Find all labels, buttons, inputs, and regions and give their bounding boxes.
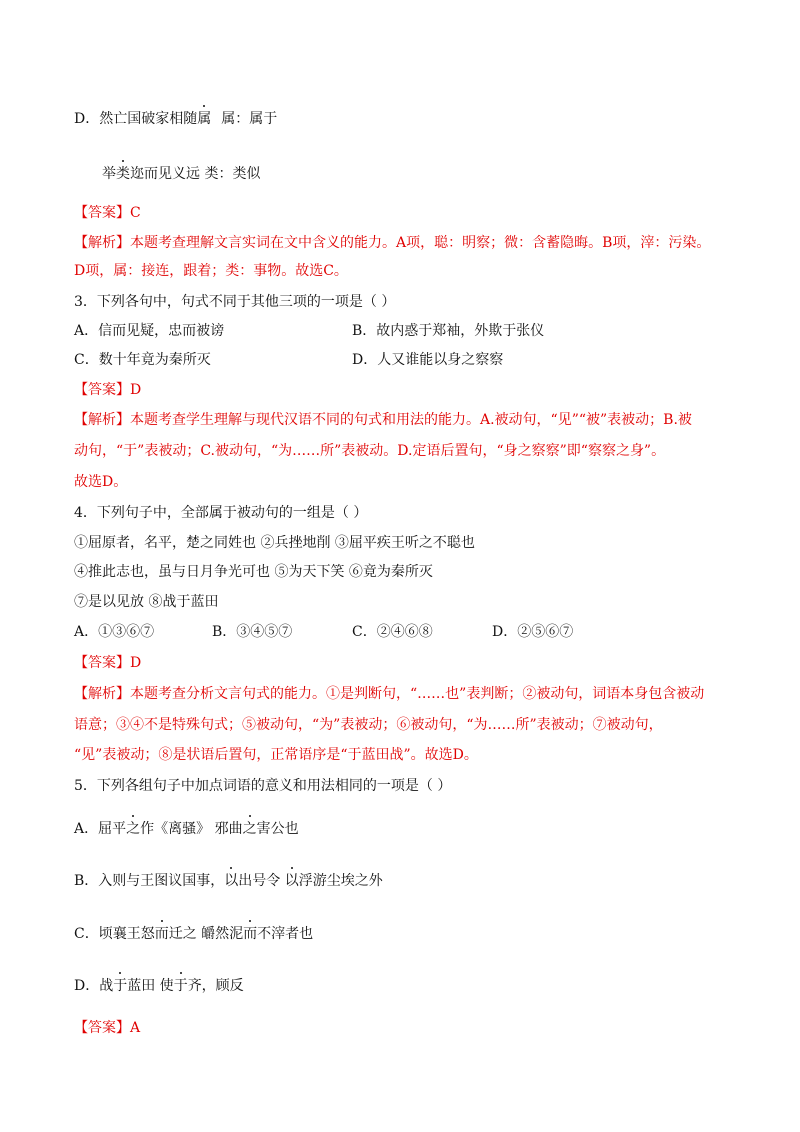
q3-option-d: D．人又谁能以身之察察: [352, 352, 504, 368]
q4-analysis-line1: 【解析】本题考查分析文言句式的能力。①是判断句，“……也”表判断；②被动句，词语本身包含被动: [74, 686, 705, 702]
q2-option-d2-prefix: 举: [102, 166, 116, 182]
q3-analysis-line1: 【解析】本题考查学生理解与现代汉语不同的句式和用法的能力。A.被动句，“见”“被”表被动；B.被: [74, 412, 692, 428]
q3-analysis-line2: 动句，“于”表被动；C.被动句，“为……所”表被动。D.定语后置句，“身之察察”即“察察之身”。: [74, 443, 666, 459]
q5-c-part3: 不滓者也: [257, 926, 314, 942]
q4-items-line1: ①屈原者，名平，楚之同姓也 ②兵挫地削 ③屈平疾王听之不聪也: [74, 535, 475, 551]
q5-a-dotted1: 之: [126, 821, 141, 837]
q4-option-d: D．②⑤⑥⑦: [492, 624, 574, 640]
q5-option-d: [74, 977, 244, 995]
q2-option-d-second: [102, 165, 260, 183]
q2-option-d2-dotted-word: 类: [116, 166, 130, 182]
q4-option-b: B．③④⑤⑦: [212, 624, 293, 640]
q3-option-b: B．故内惑于郑袖，外欺于张仪: [352, 323, 545, 339]
q5-b-dotted2: 以: [284, 873, 299, 889]
q5-a-part1: A．屈平: [74, 821, 127, 837]
q4-items-line2: ④推此志也，虽与日月争光可也 ⑤为天下笑 ⑥竟为秦所灭: [74, 564, 433, 580]
q3-analysis-line3: 故选D。: [74, 474, 128, 490]
q5-option-c: [74, 925, 313, 943]
q4-items-line3: ⑦是以见放 ⑧战于蓝田: [74, 594, 219, 610]
q2-analysis-line1: 【解析】本题考查理解文言实词在文中含义的能力。A项，聪：明察；微：含蓄隐晦。B项，滓：污染。: [74, 235, 711, 251]
q5-answer: 【答案】A: [74, 1020, 141, 1036]
q5-d-part1: D．战: [74, 978, 114, 994]
q4-stem: 4．下列句子中，全部属于被动句的一组是（ ）: [74, 505, 368, 521]
q3-stem: 3．下列各句中，句式不同于其他三项的一项是（ ）: [74, 294, 396, 310]
q2-answer: 【答案】C: [74, 205, 141, 221]
q5-option-a: [74, 820, 299, 838]
q2-option-d-prefix: D．然亡国破家相随: [74, 111, 198, 127]
q5-a-part2: 作《离骚》 邪曲: [140, 821, 243, 837]
q5-a-dotted2: 之: [242, 821, 257, 837]
q5-stem: 5．下列各组句子中加点词语的意义和用法相同的一项是（ ）: [74, 778, 452, 794]
q5-c-dotted2: 而: [243, 926, 258, 942]
q5-c-dotted1: 而: [154, 926, 169, 942]
q5-b-part1: B．入则与王图议国事，: [74, 873, 225, 889]
q5-b-part3: 浮游尘埃之外: [298, 873, 383, 889]
q5-c-part1: C．顷襄王怒: [74, 926, 155, 942]
q4-analysis-line2: 语意；③④不是特殊句式；⑤被动句，“为”表被动；⑥被动句，“为……所”表被动；⑦被动句，: [74, 717, 663, 733]
q2-option-d-gloss: 属：属于: [221, 111, 278, 127]
q2-analysis-line2: D项，属：接连，跟着；类：事物。故选C。: [74, 263, 348, 279]
q5-d-part2: 蓝田 使: [127, 978, 174, 994]
q4-analysis-line3: “见”表被动；⑧是状语后置句，正常语序是“于蓝田战”。故选D。: [74, 747, 478, 763]
q3-option-c: C．数十年竟为秦所灭: [74, 352, 211, 368]
q2-option-d: [74, 110, 277, 128]
q5-d-dotted1: 于: [113, 978, 128, 994]
q5-b-part2: 出号令: [238, 873, 285, 889]
q5-option-b: [74, 872, 383, 890]
q5-b-dotted1: 以: [224, 873, 239, 889]
q5-a-part3: 害公也: [256, 821, 299, 837]
q3-answer: 【答案】D: [74, 382, 142, 398]
q4-option-c: C．②④⑥⑧: [352, 624, 433, 640]
q3-option-a: A．信而见疑，忠而被谤: [74, 323, 225, 339]
q2-option-d-dotted-word: 属: [197, 111, 212, 127]
q5-c-part2: 迁之 皭然泥: [168, 926, 244, 942]
q5-d-part3: 齐，顾反: [187, 978, 244, 994]
q2-option-d2-suffix: 迩而见义远 类：类似: [130, 166, 261, 182]
q4-option-a: A．①③⑥⑦: [74, 624, 155, 640]
q4-answer: 【答案】D: [74, 655, 142, 671]
q5-d-dotted2: 于: [173, 978, 188, 994]
